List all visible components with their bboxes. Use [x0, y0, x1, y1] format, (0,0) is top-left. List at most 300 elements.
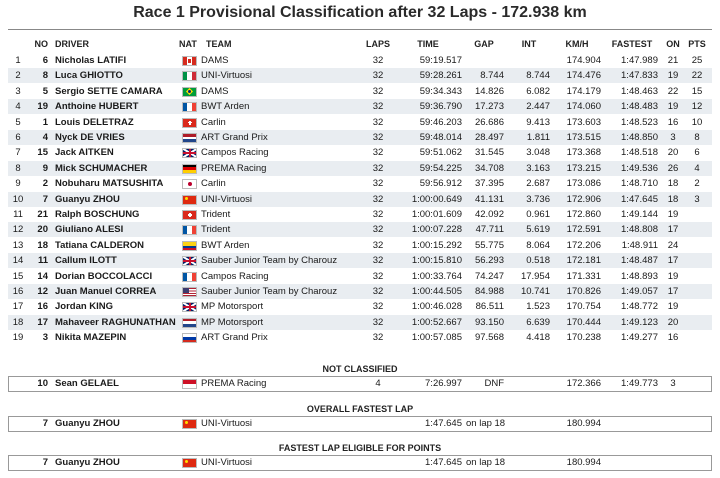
cell-time: 59:48.014 [419, 132, 462, 143]
flag-ned-icon [182, 318, 197, 328]
cell-gap: 8.744 [480, 70, 504, 82]
cell-int: 17.954 [520, 270, 550, 282]
cell-pos: 5 [15, 116, 21, 128]
cell-kmh: 170.826 [566, 286, 601, 297]
of-team: UNI-Virtuosi [201, 418, 253, 429]
cell-laps: 32 [372, 147, 384, 159]
cell-int: 6.639 [526, 316, 550, 328]
title-divider [8, 29, 712, 30]
cell-pts: 8 [694, 132, 700, 143]
cell-fastest: 1:48.911 [621, 239, 658, 251]
cell-time: 59:19.517 [419, 55, 462, 66]
table-row [8, 222, 712, 237]
cell-int: 8.064 [526, 239, 550, 251]
cell-time: 1:00:57.085 [411, 332, 462, 344]
cell-kmh: 170.754 [566, 301, 601, 313]
cell-team: DAMS [201, 55, 229, 66]
cell-fastest: 1:47.989 [621, 55, 658, 66]
overall-fastest-row [8, 416, 712, 431]
cell-gap: 42.092 [474, 209, 504, 220]
table-row [8, 161, 712, 176]
cell-kmh: 171.331 [566, 270, 601, 282]
cell-pts: 15 [691, 85, 703, 97]
cell-driver: Sergio SETTE CAMARA [55, 85, 163, 97]
fp-kmh: 180.994 [566, 457, 601, 468]
cell-fastest: 1:48.772 [621, 301, 658, 313]
cell-pos: 18 [12, 316, 24, 328]
cell-pos: 7 [15, 147, 21, 159]
cell-pos: 14 [12, 255, 24, 267]
header-laps: LAPS [365, 39, 390, 49]
fp-team: UNI-Virtuosi [201, 457, 253, 468]
cell-team: Carlin [201, 116, 226, 128]
cell-no: 21 [37, 209, 48, 220]
cell-time: 1:00:46.028 [411, 301, 462, 313]
cell-pts: 25 [691, 55, 703, 66]
cell-fastest: 1:48.518 [621, 147, 658, 159]
cell-on: 26 [667, 162, 679, 174]
cell-gap: 97.568 [474, 332, 504, 344]
cell-team: Carlin [201, 178, 226, 190]
cell-time: 1:00:15.292 [411, 239, 462, 251]
header-kmh: KM/H [565, 39, 589, 49]
cell-pts: 2 [694, 178, 700, 190]
cell-laps: 32 [372, 224, 384, 236]
cell-team: Trident [201, 224, 231, 236]
cell-team: BWT Arden [201, 101, 250, 113]
cell-pts: 22 [691, 70, 703, 82]
flag-gbr-icon [182, 256, 197, 266]
cell-on: 17 [667, 255, 679, 267]
cell-laps: 32 [372, 85, 384, 97]
cell-gap: 28.497 [474, 132, 504, 143]
cell-kmh: 173.215 [566, 162, 601, 174]
cell-int: 0.518 [526, 255, 550, 267]
page-title: Race 1 Provisional Classification after 32 Laps - 172.938 km [133, 4, 587, 21]
flag-rus-icon [182, 333, 197, 343]
cell-fastest: 1:48.483 [621, 101, 658, 113]
cell-pos: 13 [12, 239, 24, 251]
cell-pos: 12 [12, 224, 24, 236]
header-fastest: FASTEST [611, 39, 653, 49]
cell-laps: 32 [372, 55, 384, 66]
cell-on: 24 [667, 239, 679, 251]
flag-bra-icon [182, 87, 197, 97]
cell-no: 6 [42, 55, 48, 66]
of-kmh: 180.994 [566, 418, 601, 429]
cell-on: 17 [667, 224, 679, 236]
header-no: NO [34, 39, 48, 49]
cell-driver: Jordan KING [55, 301, 114, 313]
table-row [8, 115, 712, 130]
cell-gap: 26.686 [474, 116, 504, 128]
cell-no: 7 [42, 193, 48, 205]
cell-int: 0.961 [526, 209, 550, 220]
nc-team: PREMA Racing [201, 378, 267, 389]
cell-on: 19 [667, 301, 679, 313]
header-int: INT [521, 39, 537, 49]
cell-driver: Guanyu ZHOU [55, 193, 120, 205]
table-row [8, 130, 712, 145]
cell-gap: 74.247 [474, 270, 504, 282]
cell-on: 19 [667, 209, 679, 220]
cell-time: 59:36.790 [419, 101, 462, 113]
cell-team: UNI-Virtuosi [201, 193, 253, 205]
cell-pos: 2 [15, 70, 21, 82]
header-nat: NAT [179, 39, 197, 49]
cell-no: 9 [42, 162, 48, 174]
cell-on: 18 [667, 193, 679, 205]
table-row [8, 299, 712, 314]
table-row [8, 253, 712, 268]
cell-team: Sauber Junior Team by Charouz [201, 255, 338, 267]
flag-can-icon [182, 56, 197, 66]
cell-driver: Anthoine HUBERT [55, 101, 139, 113]
cell-int: 1.811 [526, 132, 550, 143]
cell-kmh: 170.444 [566, 316, 601, 328]
cell-fastest: 1:48.850 [621, 132, 658, 143]
cell-driver: Callum ILOTT [55, 255, 117, 267]
cell-on: 3 [670, 132, 676, 143]
cell-pos: 15 [12, 270, 24, 282]
fp-driver: Guanyu ZHOU [55, 457, 120, 468]
cell-fastest: 1:49.536 [621, 162, 658, 174]
cell-pos: 6 [15, 132, 21, 143]
cell-laps: 32 [372, 116, 384, 128]
cell-no: 4 [42, 132, 48, 143]
cell-int: 9.413 [526, 116, 550, 128]
cell-gap: 14.826 [474, 85, 504, 97]
not-classified-row [8, 376, 712, 391]
cell-pos: 1 [15, 55, 21, 66]
cell-no: 1 [42, 116, 48, 128]
cell-gap: 47.711 [475, 224, 504, 236]
cell-on: 19 [667, 270, 679, 282]
cell-gap: 37.395 [474, 178, 504, 190]
cell-gap: 93.150 [474, 316, 504, 328]
cell-team: Sauber Junior Team by Charouz [201, 286, 338, 297]
cell-pts: 10 [691, 116, 703, 128]
table-row [8, 315, 712, 330]
fp-lap: on lap 18 [466, 457, 506, 468]
cell-fastest: 1:47.833 [621, 70, 658, 82]
table-row [8, 145, 712, 160]
cell-pos: 16 [12, 286, 24, 297]
flag-jpn-icon [182, 179, 197, 189]
fastest-points-heading: FASTEST LAP ELIGIBLE FOR POINTS [278, 443, 442, 453]
cell-on: 16 [667, 116, 679, 128]
cell-laps: 32 [372, 270, 384, 282]
cell-team: UNI-Virtuosi [201, 70, 253, 82]
nc-driver: Sean GELAEL [55, 378, 119, 389]
cell-pts: 12 [691, 101, 703, 113]
cell-driver: Nicholas LATIFI [55, 55, 127, 66]
cell-pos: 3 [15, 85, 21, 97]
cell-time: 59:56.912 [419, 178, 462, 190]
cell-no: 2 [42, 178, 48, 190]
nc-on: 3 [670, 378, 676, 389]
cell-laps: 32 [372, 316, 384, 328]
cell-int: 2.447 [526, 101, 550, 113]
overall-fastest-heading: OVERALL FASTEST LAP [306, 404, 414, 414]
cell-driver: Mahaveer RAGHUNATHAN [55, 316, 176, 328]
cell-fastest: 1:48.808 [621, 224, 658, 236]
cell-no: 5 [42, 85, 48, 97]
header-team: TEAM [206, 39, 232, 49]
cell-pts: 3 [694, 193, 700, 205]
cell-kmh: 170.238 [566, 332, 601, 344]
cell-team: Campos Racing [201, 147, 269, 159]
flag-chn-icon [182, 419, 197, 429]
cell-int: 3.163 [526, 162, 550, 174]
cell-time: 1:00:15.810 [411, 255, 462, 267]
cell-kmh: 173.515 [566, 132, 601, 143]
cell-driver: Ralph BOSCHUNG [55, 209, 140, 220]
table-row [8, 192, 712, 207]
cell-kmh: 172.906 [566, 193, 601, 205]
header-pts: PTS [688, 39, 706, 49]
cell-time: 59:34.343 [419, 85, 462, 97]
cell-fastest: 1:48.523 [621, 116, 658, 128]
header-gap: GAP [474, 39, 494, 49]
cell-no: 20 [37, 224, 48, 236]
cell-fastest: 1:48.463 [621, 85, 658, 97]
cell-time: 59:54.225 [419, 162, 462, 174]
flag-chn-icon [182, 195, 197, 205]
flag-col-icon [182, 241, 197, 251]
cell-no: 18 [37, 239, 48, 251]
cell-fastest: 1:47.645 [621, 193, 658, 205]
cell-no: 11 [37, 255, 48, 267]
flag-ina-icon [182, 379, 197, 389]
cell-time: 1:00:33.764 [411, 270, 462, 282]
cell-pts: 4 [694, 162, 700, 174]
of-driver: Guanyu ZHOU [55, 418, 120, 429]
cell-team: BWT Arden [201, 239, 250, 251]
cell-no: 19 [37, 101, 48, 113]
cell-laps: 32 [372, 332, 384, 344]
cell-team: MP Motorsport [201, 316, 264, 328]
cell-kmh: 172.591 [566, 224, 601, 236]
flag-ita-icon [182, 71, 197, 81]
cell-time: 1:00:00.649 [411, 193, 462, 205]
cell-fastest: 1:49.277 [621, 332, 658, 344]
table-row [8, 207, 712, 222]
cell-kmh: 172.206 [566, 239, 601, 251]
flag-chn-icon [182, 458, 197, 468]
flag-ned-icon [182, 133, 197, 143]
table-row [8, 176, 712, 191]
cell-team: DAMS [201, 85, 229, 97]
cell-int: 10.741 [520, 286, 550, 297]
flag-ger-icon [182, 164, 197, 174]
nc-status: DNF [484, 378, 504, 389]
table-row [8, 269, 712, 284]
cell-int: 4.418 [526, 332, 550, 344]
cell-laps: 32 [372, 239, 384, 251]
table-header [8, 37, 712, 52]
cell-driver: Tatiana CALDERON [55, 239, 145, 251]
cell-fastest: 1:48.710 [621, 178, 658, 190]
cell-on: 19 [667, 101, 679, 113]
cell-on: 16 [667, 332, 679, 344]
cell-int: 2.687 [526, 178, 550, 190]
flag-fra-icon [182, 225, 197, 235]
cell-laps: 32 [372, 101, 384, 113]
cell-no: 15 [37, 147, 48, 159]
cell-pos: 19 [12, 332, 24, 344]
flag-sui-icon [182, 118, 197, 128]
cell-time: 1:00:52.667 [411, 316, 462, 328]
cell-team: Trident [201, 209, 231, 220]
cell-laps: 32 [372, 193, 384, 205]
cell-gap: 31.545 [474, 147, 504, 159]
cell-fastest: 1:49.123 [621, 316, 658, 328]
fp-no: 7 [42, 457, 48, 468]
fastest-points-row [8, 455, 712, 470]
cell-pos: 8 [15, 162, 21, 174]
cell-driver: Nobuharu MATSUSHITA [55, 178, 164, 190]
table-row [8, 53, 712, 68]
cell-laps: 32 [372, 255, 384, 267]
cell-team: ART Grand Prix [201, 132, 268, 143]
cell-time: 59:51.062 [419, 147, 462, 159]
cell-pos: 11 [13, 209, 23, 220]
cell-gap: 84.988 [474, 286, 504, 297]
table-row [8, 284, 712, 299]
cell-kmh: 173.368 [566, 147, 601, 159]
cell-pos: 10 [12, 193, 24, 205]
cell-gap: 86.511 [475, 301, 504, 313]
cell-driver: Giuliano ALESI [55, 224, 124, 236]
table-row [8, 330, 712, 345]
not-classified-heading: NOT CLASSIFIED [322, 364, 398, 374]
flag-gbr-icon [182, 148, 197, 158]
cell-time: 59:28.261 [419, 70, 462, 82]
cell-gap: 41.131 [474, 193, 504, 205]
cell-int: 5.619 [526, 224, 550, 236]
nc-fastest: 1:49.773 [621, 378, 658, 389]
nc-kmh: 172.366 [566, 378, 601, 389]
cell-no: 8 [42, 70, 48, 82]
cell-fastest: 1:48.893 [621, 270, 658, 282]
of-no: 7 [42, 418, 48, 429]
fp-time: 1:47.645 [425, 457, 462, 468]
cell-gap: 34.708 [474, 162, 504, 174]
table-row [8, 99, 712, 114]
cell-on: 22 [667, 85, 679, 97]
cell-kmh: 174.904 [566, 55, 601, 66]
of-lap: on lap 18 [466, 418, 506, 429]
table-row [8, 238, 712, 253]
cell-driver: Nikita MAZEPIN [55, 332, 127, 344]
cell-kmh: 174.179 [566, 85, 601, 97]
cell-team: PREMA Racing [201, 162, 267, 174]
cell-fastest: 1:49.144 [621, 209, 658, 220]
table-row [8, 84, 712, 99]
cell-int: 3.736 [526, 193, 550, 205]
cell-no: 3 [42, 332, 48, 344]
cell-pts: 6 [694, 147, 700, 159]
flag-fra-icon [182, 272, 197, 282]
cell-kmh: 173.086 [566, 178, 601, 190]
cell-gap: 17.273 [474, 101, 504, 113]
cell-on: 17 [667, 286, 679, 297]
cell-no: 12 [37, 286, 48, 297]
cell-no: 14 [37, 270, 48, 282]
of-time: 1:47.645 [425, 418, 462, 429]
cell-kmh: 174.476 [566, 70, 601, 82]
cell-fastest: 1:48.487 [621, 255, 658, 267]
cell-int: 3.048 [526, 147, 550, 159]
cell-pos: 9 [15, 178, 21, 190]
cell-on: 20 [667, 147, 679, 159]
cell-laps: 32 [372, 286, 384, 297]
cell-int: 1.523 [526, 301, 550, 313]
cell-pos: 17 [12, 301, 24, 313]
cell-driver: Mick SCHUMACHER [55, 162, 148, 174]
cell-kmh: 172.181 [566, 255, 601, 267]
cell-driver: Nyck DE VRIES [55, 132, 125, 143]
cell-laps: 32 [372, 162, 384, 174]
header-time: TIME [417, 39, 439, 49]
cell-kmh: 172.860 [566, 209, 601, 220]
cell-driver: Dorian BOCCOLACCI [55, 270, 153, 282]
cell-driver: Jack AITKEN [55, 147, 114, 159]
nc-no: 10 [37, 378, 48, 389]
cell-pos: 4 [15, 101, 21, 113]
cell-time: 1:00:44.505 [411, 286, 462, 297]
flag-usa-icon [182, 287, 197, 297]
cell-laps: 32 [372, 209, 384, 220]
cell-on: 18 [667, 178, 679, 190]
cell-no: 17 [37, 316, 48, 328]
cell-on: 19 [667, 70, 679, 82]
cell-team: Campos Racing [201, 270, 269, 282]
flag-gbr-icon [182, 302, 197, 312]
cell-time: 1:00:01.609 [411, 209, 462, 220]
cell-driver: Louis DELETRAZ [55, 116, 134, 128]
cell-driver: Luca GHIOTTO [55, 70, 123, 82]
flag-sui-icon [182, 210, 197, 220]
cell-int: 8.744 [526, 70, 550, 82]
cell-gap: 55.775 [474, 239, 504, 251]
header-on: ON [666, 39, 680, 49]
cell-no: 16 [37, 301, 48, 313]
header-driver: DRIVER [55, 39, 90, 49]
cell-kmh: 173.603 [566, 116, 601, 128]
cell-fastest: 1:49.057 [621, 286, 658, 297]
flag-fra-icon [182, 102, 197, 112]
cell-laps: 32 [372, 301, 384, 313]
table-row [8, 68, 712, 83]
cell-time: 59:46.203 [419, 116, 462, 128]
nc-laps: 4 [375, 378, 381, 389]
cell-driver: Juan Manuel CORREA [55, 286, 157, 297]
cell-on: 20 [667, 316, 679, 328]
cell-team: MP Motorsport [201, 301, 264, 313]
cell-time: 1:00:07.228 [411, 224, 462, 236]
cell-kmh: 174.060 [566, 101, 601, 113]
cell-laps: 32 [372, 70, 384, 82]
cell-laps: 32 [372, 178, 384, 190]
nc-time: 7:26.997 [425, 378, 462, 389]
cell-team: ART Grand Prix [201, 332, 268, 344]
cell-int: 6.082 [526, 85, 550, 97]
cell-on: 21 [667, 55, 679, 66]
cell-gap: 56.293 [474, 255, 504, 267]
cell-laps: 32 [372, 132, 384, 143]
